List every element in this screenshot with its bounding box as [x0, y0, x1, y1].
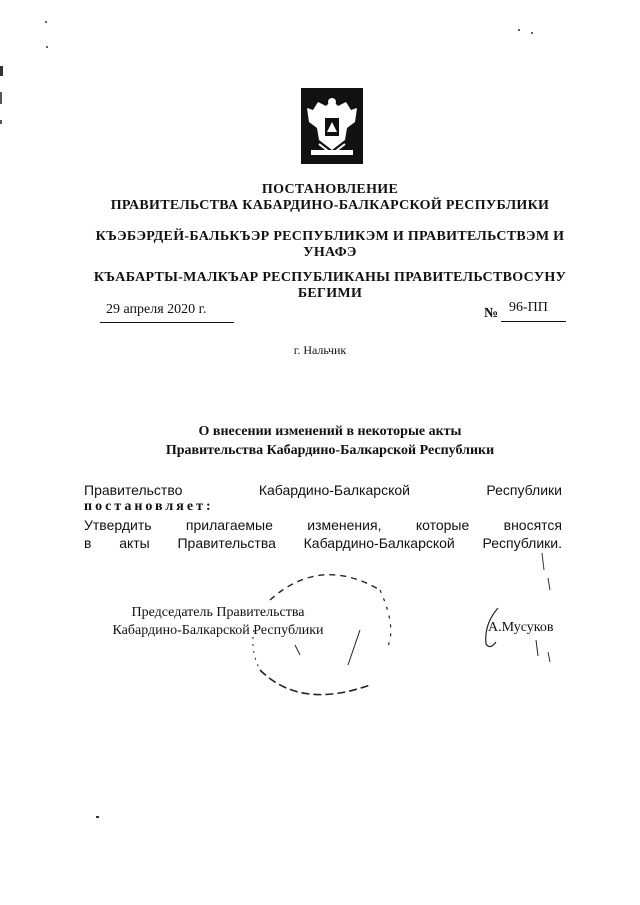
- document-number-text: 96-ПП: [509, 300, 548, 315]
- body-word: Правительства: [177, 535, 276, 551]
- signatory-title-line-2: Кабардино-Балкарской Республики: [112, 623, 324, 638]
- subject-line-2: Правительства Кабардино-Балкарской Республики: [165, 443, 495, 458]
- body-word: Кабардино-Балкарской: [258, 482, 410, 498]
- body-word: акты: [119, 535, 150, 551]
- body-word: Республики.: [482, 535, 562, 551]
- government-name-kabardian: КЪЭБЭРДЕЙ-БАЛЬКЪЭР РЕСПУБЛИКЭМ И ПРАВИТЕЛЬСТВЭМ И: [95, 229, 565, 244]
- government-name-kabardian-cont: УНАФЭ: [303, 245, 357, 260]
- document-date-text: 29 апреля 2020 г.: [106, 302, 207, 317]
- body-word: в: [84, 535, 92, 551]
- signatory-name: А.Мусуков: [488, 620, 554, 635]
- body-word: вносятся: [503, 517, 562, 533]
- government-name-russian: ПРАВИТЕЛЬСТВА КАБАРДИНО-БАЛКАРСКОЙ РЕСПУБЛИКИ: [110, 198, 550, 213]
- body-word: прилагаемые: [185, 517, 273, 533]
- government-name-balkar: КЪАБАРТЫ-МАЛКЪАР РЕСПУБЛИКАНЫ ПРАВИТЕЛЬСТВОСУНУ: [93, 270, 567, 285]
- doc-type-title: ПОСТАНОВЛЕНИЕ: [261, 182, 399, 197]
- decree-word: постановляет:: [84, 499, 214, 514]
- body-word: Республики: [486, 482, 562, 498]
- city-name: г. Нальчик: [293, 343, 347, 357]
- government-name-balkar-cont: БЕГИМИ: [297, 286, 363, 301]
- body-word: изменения,: [307, 517, 382, 533]
- body-word: которые: [415, 517, 470, 533]
- subject-line-1: О внесении изменений в некоторые акты: [198, 424, 462, 439]
- body-word: Кабардино-Балкарской: [303, 535, 455, 551]
- number-sign: №: [484, 306, 499, 321]
- signatory-title-line-1: Председатель Правительства: [131, 605, 305, 620]
- body-word: Правительство: [84, 482, 183, 498]
- body-word: Утвердить: [84, 517, 152, 533]
